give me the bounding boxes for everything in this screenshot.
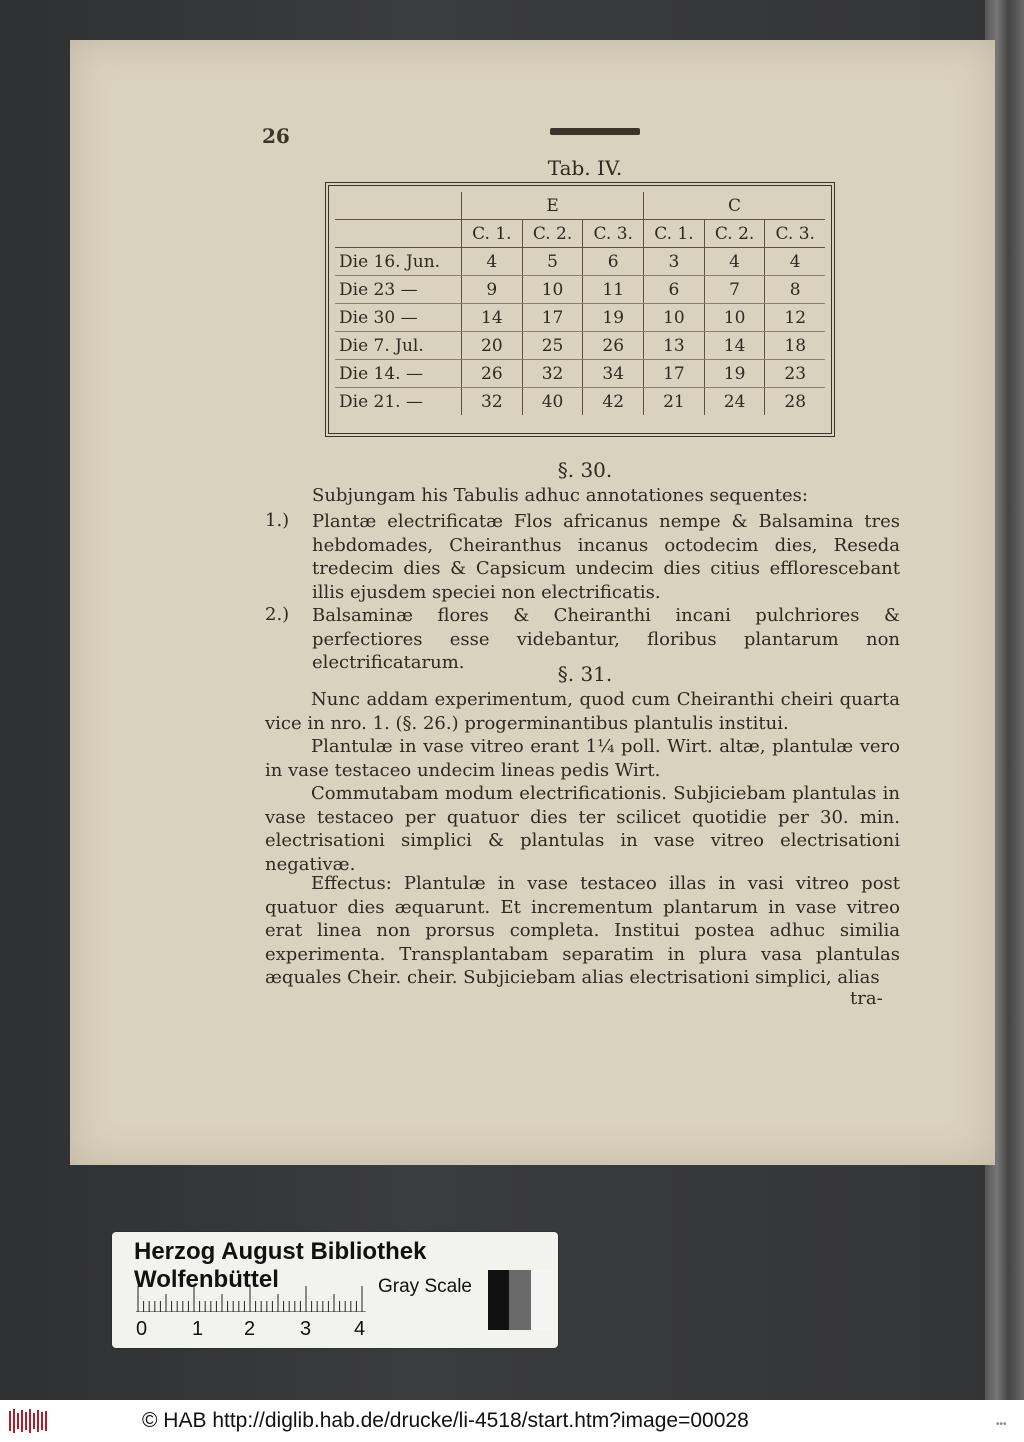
table-cell: 17 xyxy=(522,304,583,332)
table-cell: 7 xyxy=(704,276,765,304)
gray-scale-swatches xyxy=(488,1270,552,1330)
table-cell: 12 xyxy=(765,304,825,332)
row-label: Die 21. — xyxy=(335,388,462,416)
table-cell: 8 xyxy=(765,276,825,304)
ruler-number: 4 xyxy=(354,1318,366,1340)
item-text-2: Balsaminæ flores & Cheiranthi incani pulchriores & perfectiores esse videbantur, floribus plantarum non electrificatarum. xyxy=(312,605,900,673)
header-cell xyxy=(335,220,462,248)
ruler-number: 2 xyxy=(244,1318,256,1340)
item-number-1: 1.) xyxy=(265,510,290,531)
library-name: Herzog August Bibliothek Wolfenbüttel xyxy=(134,1238,427,1293)
table-cell: 32 xyxy=(522,360,583,388)
table-group-row xyxy=(335,192,825,220)
hab-logo-icon xyxy=(8,1407,48,1435)
table-cell: 4 xyxy=(462,248,523,276)
table-cell: 10 xyxy=(644,304,705,332)
table-row xyxy=(335,360,825,388)
header-cell: C. 1. xyxy=(462,220,523,248)
table-cell: 40 xyxy=(522,388,583,416)
catchword: tra- xyxy=(850,988,883,1009)
footer-bar xyxy=(0,1400,1024,1442)
gray-swatch-black xyxy=(488,1270,509,1330)
group-cell: C xyxy=(644,192,825,220)
paragraph-31-c: Commutabam modum electrificationis. Subjiciebam plantulas in vase testaceo per quatuor dies ter scilicet quotidie per 30. min. electrisationi simplici & plantulas in vase vitreo electrisationi negativæ. xyxy=(265,783,900,875)
table-cell: 17 xyxy=(644,360,705,388)
library-label-card xyxy=(112,1232,558,1348)
table-row xyxy=(335,388,825,416)
table-row xyxy=(335,248,825,276)
header-rule xyxy=(550,128,640,135)
table-cell: 26 xyxy=(583,332,644,360)
table-cell: 21 xyxy=(644,388,705,416)
row-label: Die 7. Jul. xyxy=(335,332,462,360)
table-cell: 32 xyxy=(462,388,523,416)
table-cell: 26 xyxy=(462,360,523,388)
table-row xyxy=(335,276,825,304)
table-cell: 6 xyxy=(644,276,705,304)
ruler-scale xyxy=(136,1284,366,1312)
table-cell: 23 xyxy=(765,360,825,388)
header-cell: C. 3. xyxy=(583,220,644,248)
item-text-1: Plantæ electrificatæ Flos africanus nempe & Balsamina tres hebdomades, Cheiranthus incanus octodecim dies, Reseda tredecim dies & Capsicum undecim dies citius efflorescebant illis ejusdem speciei non electrificatis. xyxy=(312,511,900,603)
ruler-number: 3 xyxy=(300,1318,312,1340)
table-cell: 5 xyxy=(522,248,583,276)
header-cell: C. 2. xyxy=(522,220,583,248)
table-cell: 28 xyxy=(784,391,807,412)
table-cell: 6 xyxy=(583,248,644,276)
table-cell: 34 xyxy=(583,360,644,388)
gray-scale-label: Gray Scale xyxy=(378,1276,472,1297)
header-cell: C. 2. xyxy=(704,220,765,248)
group-cell: E xyxy=(462,192,644,220)
growth-table xyxy=(335,192,825,415)
table-cell: 14 xyxy=(462,304,523,332)
paragraph-31-b: Plantulæ in vase vitreo erant 1¼ poll. Wirt. altæ, plantulæ vero in vase testaceo undecim lineas pedis Wirt. xyxy=(265,736,900,781)
gray-swatch-white xyxy=(531,1270,552,1330)
table-cell: 10 xyxy=(704,304,765,332)
section-heading-31: §. 31. xyxy=(557,662,613,686)
ruler-number: 1 xyxy=(192,1318,204,1340)
table-cell: 25 xyxy=(522,332,583,360)
table-cell: 13 xyxy=(644,332,705,360)
footer-dots: ••• xyxy=(996,1419,1007,1430)
table-cell: 19 xyxy=(583,304,644,332)
table-header-row xyxy=(335,220,825,248)
table-cell: 9 xyxy=(462,276,523,304)
item-number-2: 2.) xyxy=(265,604,290,625)
table-title: Tab. IV. xyxy=(547,156,623,180)
section-heading-30: §. 30. xyxy=(557,458,613,482)
row-label: Die 16. Jun. xyxy=(335,248,462,276)
table-cell: 10 xyxy=(522,276,583,304)
row-label: Die 30 — xyxy=(335,304,462,332)
table-cell: 14 xyxy=(704,332,765,360)
row-label: Die 14. — xyxy=(335,360,462,388)
table-cell: 3 xyxy=(644,248,705,276)
table-cell: 18 xyxy=(765,332,825,360)
table-row xyxy=(335,332,825,360)
group-cell xyxy=(335,192,462,220)
table-cell: 24 xyxy=(704,388,765,416)
header-cell: C. 1. xyxy=(644,220,705,248)
table-cell: 11 xyxy=(583,276,644,304)
table-row xyxy=(335,304,825,332)
row-label: Die 23 — xyxy=(335,276,462,304)
table-cell: 42 xyxy=(583,388,644,416)
header-cell: C. 3. xyxy=(765,220,825,248)
ruler-number: 0 xyxy=(136,1318,148,1340)
paragraph-intro-30: Subjungam his Tabulis adhuc annotationes sequentes: xyxy=(312,485,808,506)
paragraph-31-a: Nunc addam experimentum, quod cum Cheiranthi cheiri quarta vice in nro. 1. (§. 26.) progerminantibus plantulis institui. xyxy=(265,689,900,734)
table-cell: 4 xyxy=(765,248,825,276)
gray-swatch-gray xyxy=(509,1270,530,1330)
table-cell: 19 xyxy=(704,360,765,388)
copyright-link[interactable]: © HAB http://diglib.hab.de/drucke/li-4518/start.htm?image=00028 xyxy=(142,1409,749,1432)
paragraph-31-d: Effectus: Plantulæ in vase testaceo illas in vasi vitreo post quatuor dies æquarunt. Et incrementum plantarum in vase vitreo erat linea non prorsus completa. Institui postea adhuc similia experimenta. Transplantabam separatim in plura vasa plantulas æquales Cheir. cheir. Subjiciebam alias electrisationi simplici, alias xyxy=(265,873,900,988)
table-cell: 4 xyxy=(704,248,765,276)
table-cell: 20 xyxy=(462,332,523,360)
page-number: 26 xyxy=(262,124,290,148)
